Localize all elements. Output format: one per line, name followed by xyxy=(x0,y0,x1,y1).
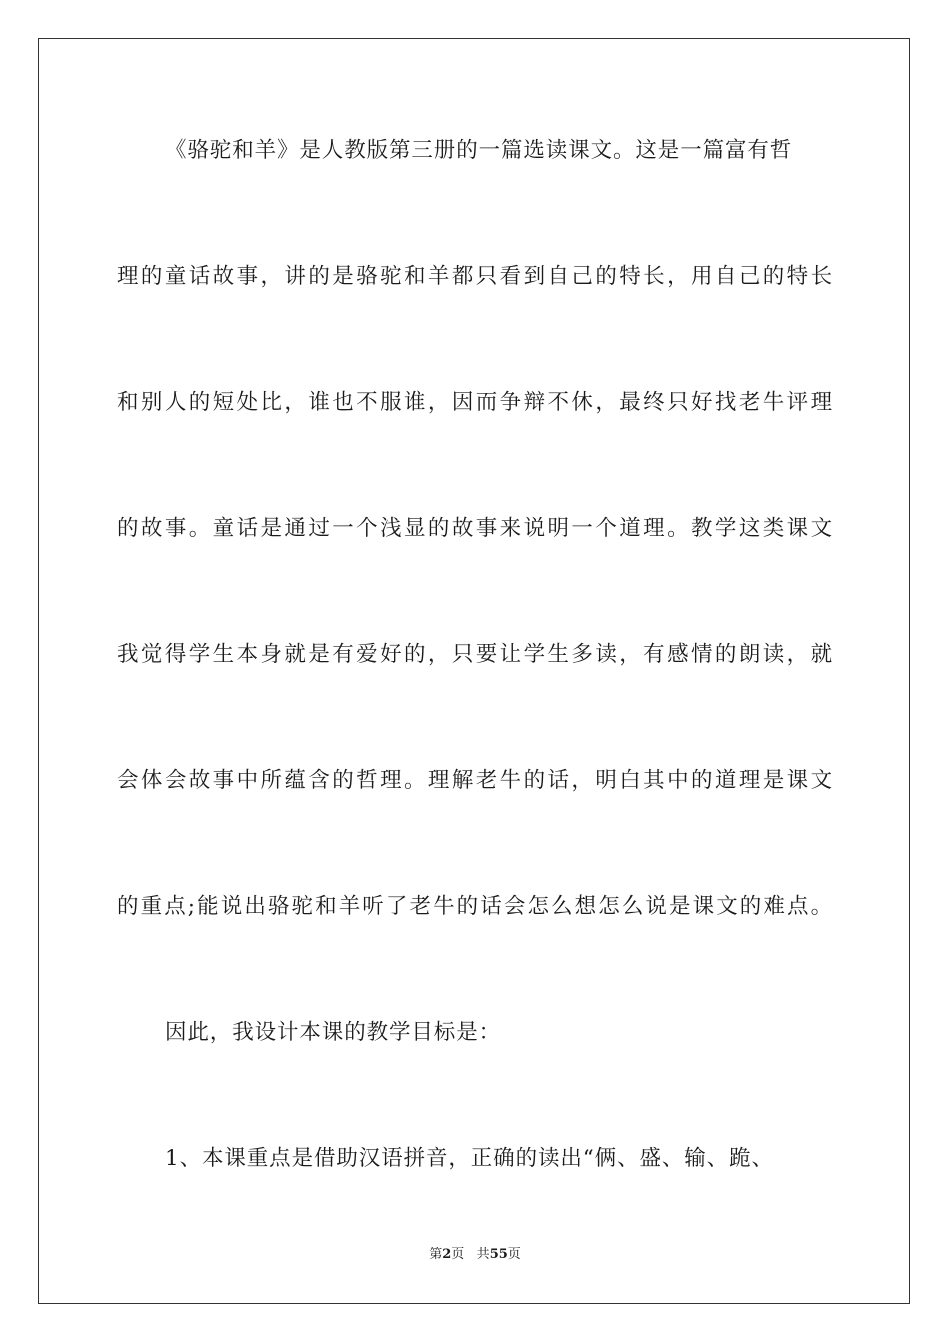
text-line-5: 我觉得学生本身就是有爱好的，只要让学生多读，有感情的朗读，就 xyxy=(117,642,833,667)
text-line-1: 《骆驼和羊》是人教版第三册的一篇选读课文。这是一篇富有哲 xyxy=(165,138,793,163)
footer-page-suffix: 页 xyxy=(451,1247,465,1262)
text-line-9: 1、本课重点是借助汉语拼音，正确的读出“俩、盛、输、跪、 xyxy=(165,1146,774,1171)
footer-total-suffix: 页 xyxy=(507,1247,521,1262)
footer-page-prefix: 第 xyxy=(429,1247,443,1262)
text-line-7: 的重点;能说出骆驼和羊听了老牛的话会怎么想怎么说是课文的难点。 xyxy=(117,894,833,919)
page-footer xyxy=(0,1245,950,1265)
footer-page-number: 2 xyxy=(442,1247,452,1262)
text-line-2: 理的童话故事，讲的是骆驼和羊都只看到自己的特长，用自己的特长 xyxy=(117,264,833,289)
text-line-6: 会体会故事中所蕴含的哲理。理解老牛的话，明白其中的道理是课文 xyxy=(117,768,833,793)
document-body xyxy=(117,128,833,1262)
text-line-3: 和别人的短处比，谁也不服谁，因而争辩不休，最终只好找老牛评理 xyxy=(117,390,833,415)
text-line-4: 的故事。童话是通过一个浅显的故事来说明一个道理。教学这类课文 xyxy=(117,516,833,541)
text-line-8: 因此，我设计本课的教学目标是： xyxy=(165,1020,502,1045)
footer-total-prefix: 共 xyxy=(476,1247,490,1262)
footer-total-pages: 55 xyxy=(489,1247,508,1262)
